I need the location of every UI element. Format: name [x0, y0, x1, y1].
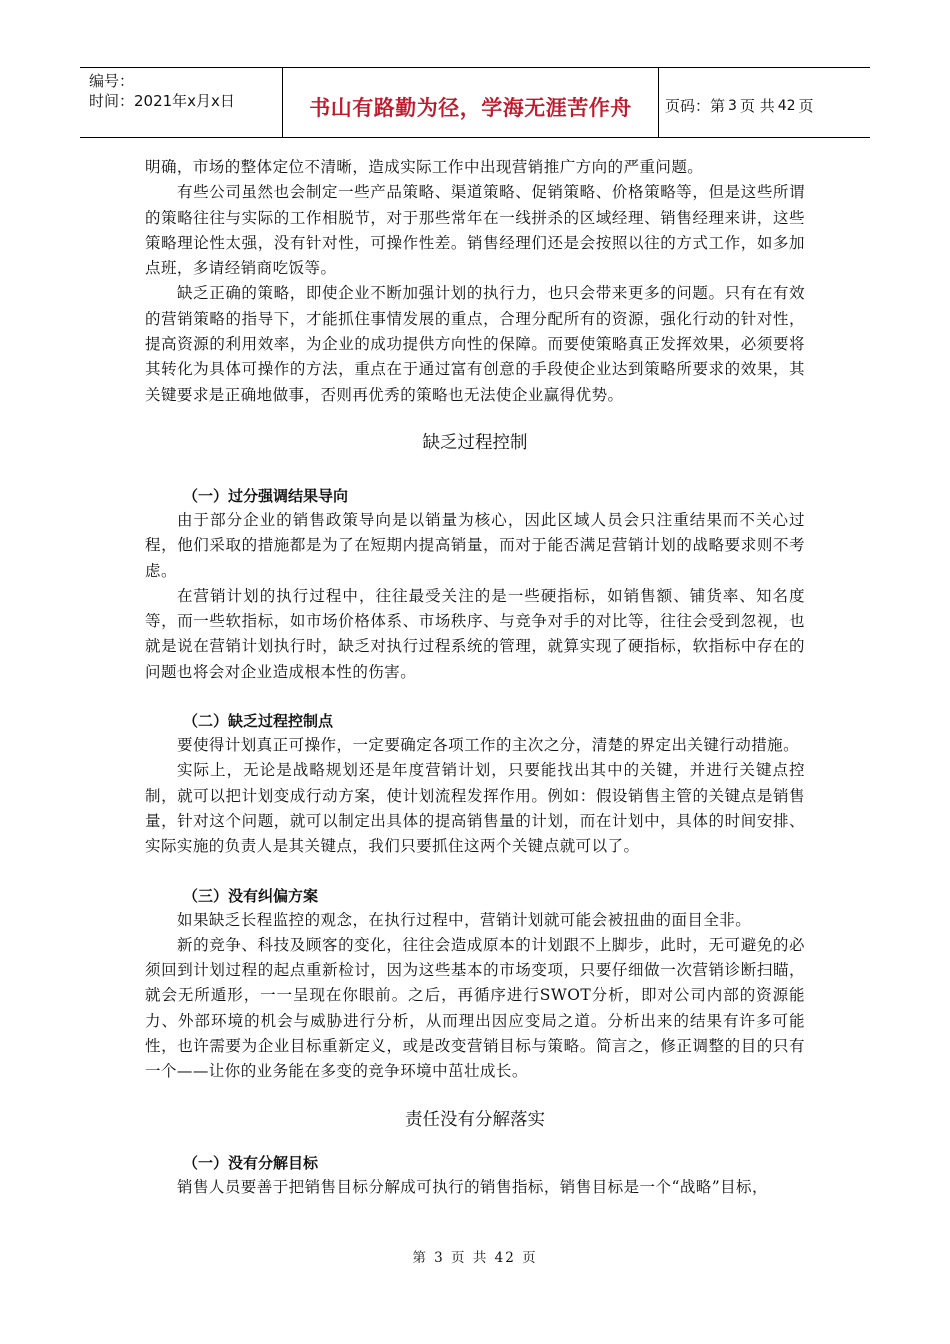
- paragraph: 实际上，无论是战略规划还是年度营销计划，只要能找出其中的关键，并进行关键点控制，就可以把计划变成行动方案，使计划流程发挥作用。例如：假设销售主管的关键点是销售量，针对这个问题，就可以制定出具体的提高销售量的计划，而在计划中，具体的时间安排、实际实施的负责人是其关键点，我们只要抓住这两个关键点就可以了。: [145, 761, 805, 856]
- header-meta-cell: [80, 68, 283, 137]
- time-label: 时间：2021年x月x日: [89, 92, 235, 110]
- header-motto-cell: [283, 68, 659, 137]
- page-footer: 第 3 页 共 42 页: [412, 1250, 538, 1266]
- paragraph: 新的竞争、科技及顾客的变化，往往会造成原本的计划跟不上脚步，此时，无可避免的必须回到计划过程的起点重新检讨，因为这些基本的市场变项，只要仔细做一次营销诊断扫瞄，就会无所遁形，一一呈现在你眼前。之后，再循序进行SWOT分析，即对公司内部的资源能力、外部环境的机会与威胁进行分析，从而理出因应变局之道。分析出来的结果有许多可能性，也许需要为企业目标重新定义，或是改变营销目标与策略。简言之，修正调整的目的只有一个——让你的业务能在多变的竞争环境中茁壮成长。: [145, 935, 805, 1081]
- subsection-heading: （一）过分强调结果导向: [183, 486, 349, 505]
- section-heading: 责任没有分解落实: [405, 1109, 545, 1130]
- subsection-heading: （二）缺乏过程控制点: [183, 712, 334, 731]
- paragraph: 销售人员要善于把销售目标分解成可执行的销售指标，销售目标是一个“战略”目标，: [177, 1177, 768, 1196]
- motto: 书山有路勤为径，学海无涯苦作舟: [309, 95, 632, 120]
- page-header: [80, 67, 870, 138]
- paragraph: 明确，市场的整体定位不清晰，造成实际工作中出现营销推广方向的严重问题。: [145, 158, 704, 176]
- paragraph: 如果缺乏长程监控的观念，在执行过程中，营销计划就可能会被扭曲的面目全非。: [177, 910, 752, 929]
- paragraph: 缺乏正确的策略，即使企业不断加强计划的执行力，也只会带来更多的问题。只有在有效的营销策略的指导下，才能抓住事情发展的重点，合理分配所有的资源，强化行动的针对性，提高资源的利用效率，为企业的成功提供方向性的保障。而要使策略真正发挥效果，必须要将其转化为具体可操作的方法，重点在于通过富有创意的手段使企业达到策略所要求的效果，其关键要求是正确地做事，否则再优秀的策略也无法使企业赢得优势。: [145, 284, 805, 404]
- page-current: 3: [728, 97, 737, 114]
- paragraph: 有些公司虽然也会制定一些产品策略、渠道策略、促销策略、价格策略等，但是这些所谓的策略往往与实际的工作相脱节，对于那些常年在一线拼杀的区域经理、销售经理来讲，这些策略理论性太强，没有针对性，可操作性差。销售经理们还是会按照以往的方式工作，如多加点班，多请经销商吃饭等。: [145, 183, 805, 278]
- header-page-cell: [659, 68, 870, 137]
- page-suffix: 页: [798, 97, 814, 115]
- page-mid: 页 共: [739, 97, 775, 115]
- page-prefix: 页码：第: [665, 97, 726, 115]
- paragraph: 由于部分企业的销售政策导向是以销量为核心，因此区域人员会只注重结果而不关心过程，他们采取的措施都是为了在短期内提高销量，而对于能否满足营销计划的战略要求则不考虑。: [145, 510, 805, 580]
- paragraph: 要使得计划真正可操作，一定要确定各项工作的主次之分，清楚的界定出关键行动措施。: [177, 736, 800, 755]
- section-heading: 缺乏过程控制: [422, 432, 528, 453]
- number-label: 编号：: [89, 72, 135, 90]
- document-body: [145, 155, 805, 1200]
- subsection-heading: （一）没有分解目标: [183, 1153, 319, 1172]
- page-total: 42: [777, 97, 796, 114]
- subsection-heading: （三）没有纠偏方案: [183, 886, 319, 905]
- paragraph: 在营销计划的执行过程中，往往最受关注的是一些硬指标，如销售额、铺货率、知名度等，而一些软指标，如市场价格体系、市场秩序、与竞争对手的对比等，往往会受到忽视，也就是说在营销计划执行时，缺乏对执行过程系统的管理，就算实现了硬指标，软指标中存在的问题也将会对企业造成根本性的伤害。: [145, 586, 805, 681]
